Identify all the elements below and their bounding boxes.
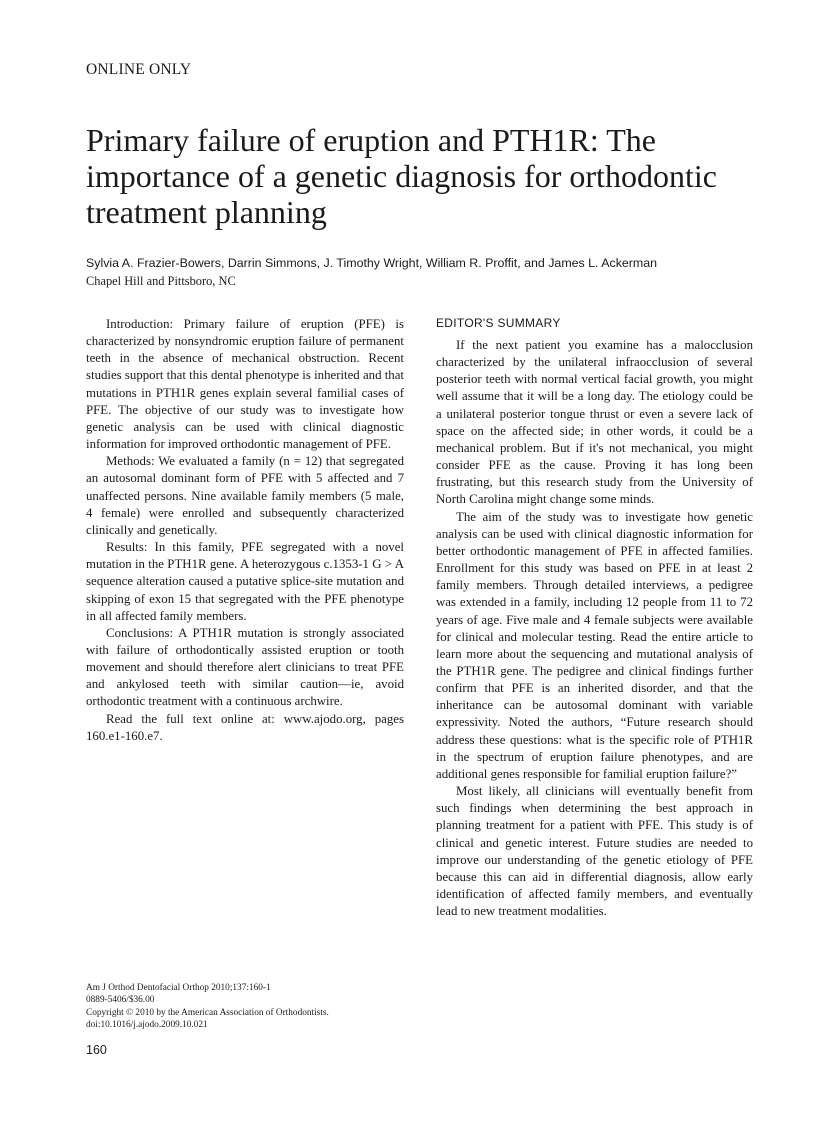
journal-citation: Am J Orthod Dentofacial Orthop 2010;137:160-1 xyxy=(86,983,271,993)
summary-paragraph: Most likely, all clinicians will eventually benefit from such findings when determining the best approach in planning treatment for a patient with PFE. This study is of clinical and genetic interest. Future studies are needed to improve our understanding of the genetic etiology of PFE because this can aid in differential diagnosis, allow early identification of affected family members, and eventually lead to new treatment modalities. xyxy=(436,784,753,919)
summary-paragraph: The aim of the study was to investigate how genetic analysis can be used with clinical diagnostic information for better orthodontic management of PFE in affected families. Enrollment for this study was based on PFE in at least 2 family members. Through detailed interviews, a pedigree was extended in a family, including 12 people from 11 to 72 years of age. Five male and 4 female subjects were available for clinical and molecular testing. Read the entire article to learn more about the sequencing and mutational analysis of the PTH1R gene. The pedigree and clinical findings further confirm that PFE is an inherited disorder, and that the inheritance can be autosomal dominant with variable expressivity. Noted the authors, “Future research should address these questions: what is the specific role of PTH1R in the spectrum of eruption failure phenotypes, and are additional genes responsible for familial eruption failure?” xyxy=(436,509,753,781)
summary-paragraph: If the next patient you examine has a malocclusion characterized by the unilateral infraocclusion of several posterior teeth with normal vertical facial growth, you might well assume that it will be a long day. The etiology could be a unilateral posterior tongue thrust or even a severe lack of space on the affected side; in other words, it could be a mechanical problem. But if it's not mechanical, you might consider PFE as the cause. Proving it has long been frustrating, but this research study from the University of North Carolina might change some minds. xyxy=(436,338,753,507)
abstract-conclusions: Conclusions: A PTH1R mutation is strongly associated with failure of orthodontically assisted eruption or tooth movement and should therefore alert clinicians to treat PFE and ankylosed teeth with similar caution—ie, avoid orthodontic treatment with a continuous archwire. xyxy=(86,625,404,709)
abstract-methods: Methods: We evaluated a family (n = 12) that segregated an autosomal dominant form of PFE with 5 affected and 7 unaffected persons. Nine available family members (5 male, 4 female) were enrolled and subsequently characterized clinically and genetically. xyxy=(86,454,404,537)
issn-price: 0889-5406/$36.00 xyxy=(86,995,155,1006)
copyright-line: Copyright © 2010 by the American Association of Orthodontists. xyxy=(86,1007,329,1018)
abstract-results: Results: In this family, PFE segregated with a novel mutation in the PTH1R gene. A heterozygous c.1353-1 G > A sequence alteration caused a putative splice-site mutation and skipping of exon 15 that segregated with the PFE phenotype in all affected family members. xyxy=(86,540,404,623)
section-label: ONLINE ONLY xyxy=(86,61,192,78)
abstract-full-text-link[interactable]: Read the full text online at: www.ajodo.org, pages 160.e1-160.e7. xyxy=(86,711,404,743)
page-number: 160 xyxy=(86,1043,107,1057)
abstract-introduction: Introduction: Primary failure of eruption (PFE) is characterized by nonsyndromic eruption failure of permanent teeth in the absence of mechanical obstruction. Recent studies support that this dental phenotype is inherited and that mutations in PTH1R genes explain several familial cases of PFE. The objective of our study was to investigate how genetic analysis can be used with clinical diagnostic information for improved orthodontic management of PFE. xyxy=(86,317,404,452)
editors-summary-heading: EDITOR'S SUMMARY xyxy=(436,316,561,330)
article-footnote xyxy=(86,982,406,1032)
doi-line: doi:10.1016/j.ajodo.2009.10.021 xyxy=(86,1020,208,1031)
author-list: Sylvia A. Frazier-Bowers, Darrin Simmons, J. Timothy Wright, William R. Proffit, and James L. Ackerman xyxy=(86,256,658,270)
editors-summary xyxy=(436,337,753,920)
author-affiliation: Chapel Hill and Pittsboro, NC xyxy=(86,274,236,288)
article-title: Primary failure of eruption and PTH1R: The importance of a genetic diagnosis for orthodontic treatment planning xyxy=(86,122,717,230)
abstract xyxy=(86,316,404,745)
